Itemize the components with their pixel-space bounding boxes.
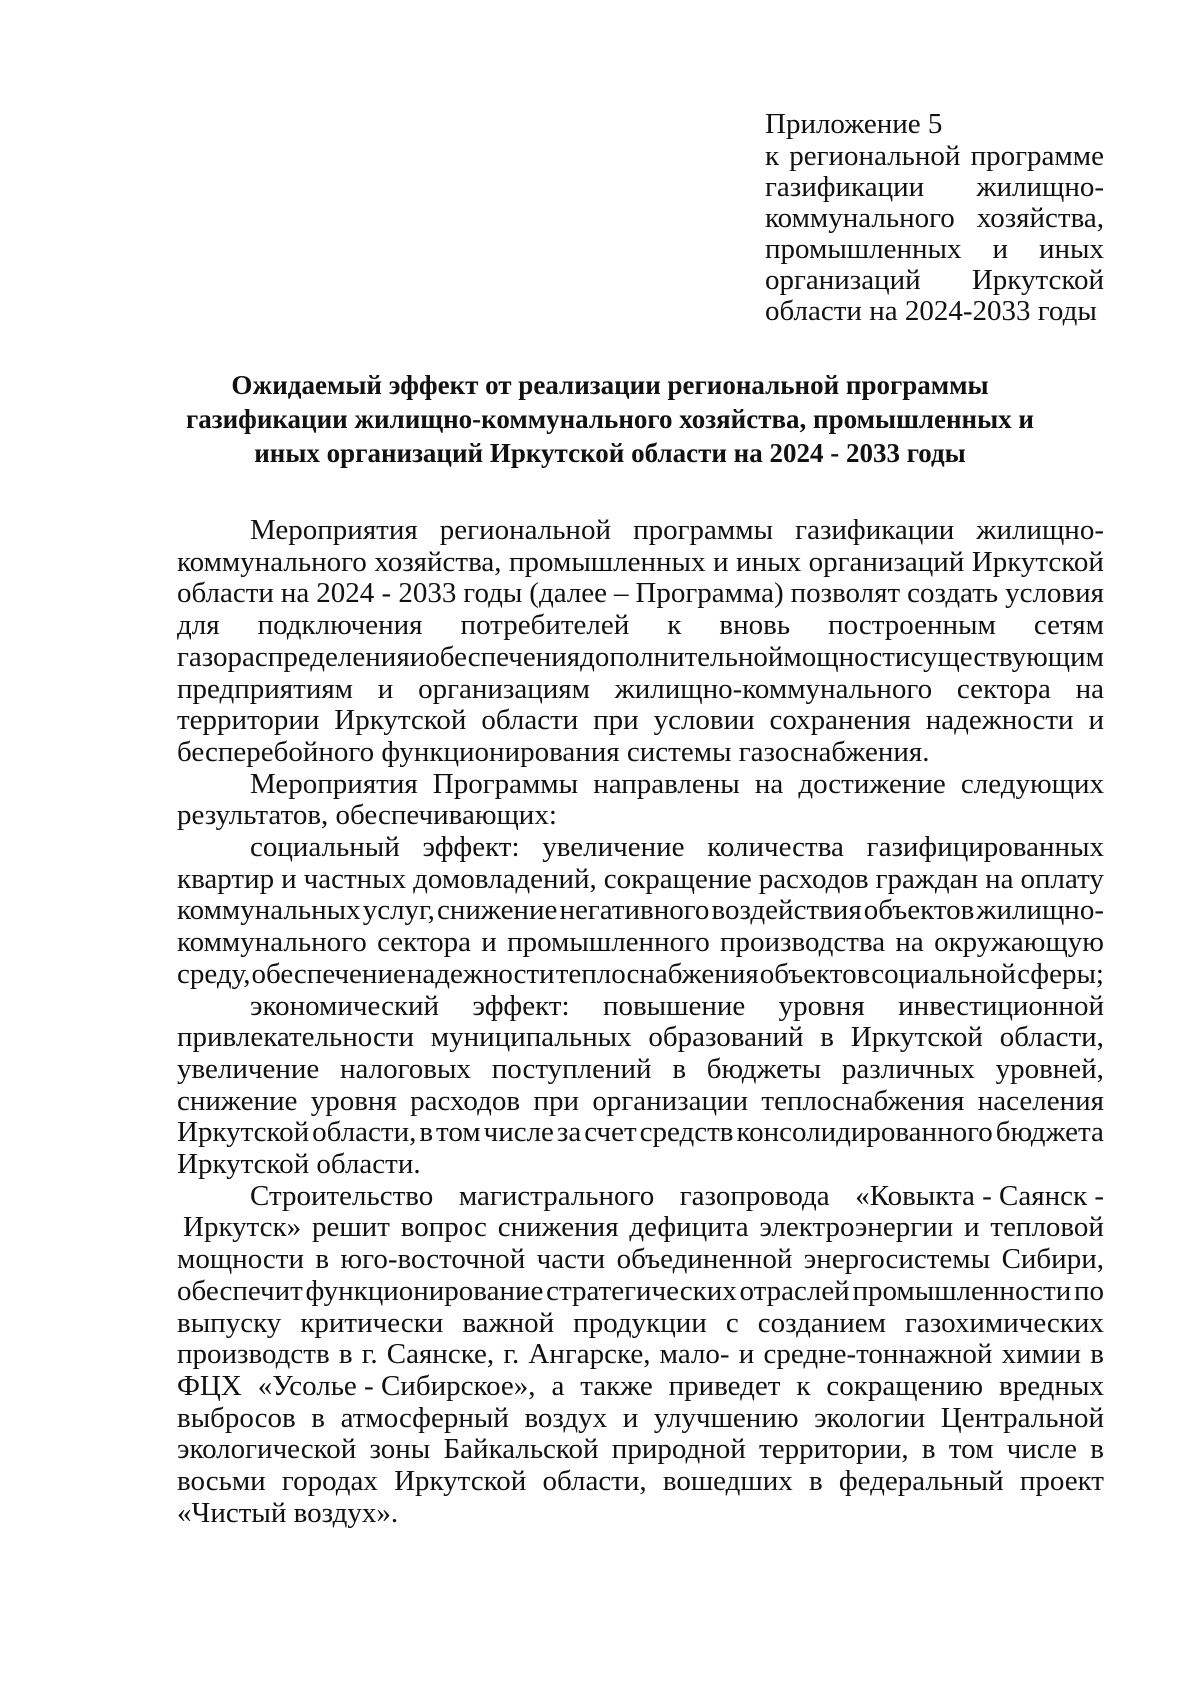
- word: в: [1090, 1338, 1104, 1370]
- word: в: [1090, 1433, 1104, 1465]
- word: уровня: [778, 990, 865, 1022]
- body-line: [177, 1336, 1104, 1372]
- word: граждан: [875, 863, 979, 895]
- appendix-line: [765, 106, 942, 142]
- word: г.: [361, 1338, 378, 1370]
- word: увеличение: [177, 1053, 320, 1085]
- word: «Усолье - Сибирское»,: [257, 1370, 536, 1402]
- word: в: [808, 1465, 823, 1497]
- word: повышение: [602, 990, 746, 1022]
- word: газификации: [795, 514, 955, 546]
- word: Иркутск»: [183, 1211, 302, 1243]
- word: области на 2024-2033 годы: [765, 295, 1097, 327]
- word: решит: [311, 1211, 390, 1243]
- word: позволят: [790, 577, 901, 609]
- word: снижение: [437, 894, 558, 926]
- word: Строительство: [250, 1180, 434, 1212]
- word: и: [964, 1211, 980, 1243]
- word: «Ковыкта - Саянск -: [855, 1180, 1104, 1212]
- word: обеспечение: [251, 958, 406, 990]
- word: экологии: [814, 1402, 926, 1434]
- word: жилищно-: [976, 514, 1104, 546]
- word: бюджета: [995, 1116, 1104, 1148]
- word: расходов: [410, 1085, 521, 1117]
- word: муниципальных: [430, 1021, 632, 1053]
- word: бесперебойного функционирования системы газоснабжения.: [177, 736, 930, 768]
- word: образований: [648, 1021, 804, 1053]
- word: услуг,: [362, 894, 435, 926]
- word: существующим: [910, 641, 1104, 673]
- word: вновь: [719, 609, 791, 641]
- word: надежности: [406, 958, 555, 990]
- word: подключения: [257, 609, 423, 641]
- word: отраслей: [739, 1275, 850, 1307]
- word: годы: [463, 577, 523, 609]
- word: промышленных: [509, 546, 706, 578]
- word: при: [593, 704, 639, 736]
- word: обеспечения: [425, 641, 581, 673]
- word: в: [921, 1433, 936, 1465]
- word: теплоснабжения: [761, 1085, 965, 1117]
- word: домовладений,: [413, 863, 597, 895]
- word: природной: [611, 1433, 746, 1465]
- body-line: [177, 607, 1104, 643]
- word: области,: [312, 1116, 417, 1148]
- word: жилищно-: [976, 171, 1104, 203]
- word: сектора: [956, 673, 1051, 705]
- word: сокращению: [826, 1370, 984, 1402]
- word: сферы;: [1017, 958, 1104, 990]
- word: в: [311, 1402, 325, 1434]
- word: квартир: [177, 863, 275, 895]
- word: на: [754, 768, 784, 800]
- word: критически: [300, 1307, 444, 1339]
- word: Программы: [432, 768, 579, 800]
- word: «Чистый воздух».: [177, 1497, 399, 1529]
- word: мало-: [659, 1338, 730, 1370]
- word: Ангарске,: [528, 1338, 651, 1370]
- word: на: [985, 863, 1014, 895]
- word: газопровода: [679, 1180, 830, 1212]
- word: выбросов: [177, 1402, 296, 1434]
- word: среду,: [177, 958, 251, 990]
- word: мощности: [783, 641, 911, 673]
- word: на: [280, 577, 310, 609]
- word: эффект:: [422, 831, 520, 863]
- word: тепловой: [990, 1211, 1104, 1243]
- word: Иркутской: [971, 264, 1104, 296]
- word: региональной: [439, 514, 611, 546]
- word: –: [613, 577, 629, 609]
- body-line: [250, 829, 1104, 865]
- word: 2024 - 2033: [316, 577, 457, 609]
- word: организациям: [418, 673, 590, 705]
- word: условии: [653, 704, 755, 736]
- word: организаций: [765, 264, 921, 296]
- word: коммунальных: [177, 894, 361, 926]
- word: Иркутской области.: [177, 1148, 421, 1180]
- word: а: [551, 1370, 565, 1402]
- word: по: [1073, 1275, 1104, 1307]
- word: области,: [542, 1465, 647, 1497]
- word: привлекательности: [177, 1021, 415, 1053]
- word: к: [667, 609, 682, 641]
- word: восьми: [177, 1465, 266, 1497]
- body-line: [183, 1209, 1104, 1245]
- word: достижение: [798, 768, 946, 800]
- word: Мероприятия: [250, 768, 418, 800]
- body-line: [250, 512, 1104, 548]
- word: потребителей: [460, 609, 630, 641]
- word: и: [622, 1402, 639, 1434]
- word: промышленного: [507, 926, 710, 958]
- word: уровней,: [995, 1053, 1104, 1085]
- word: создать: [907, 577, 999, 609]
- word: оплату: [1020, 863, 1104, 895]
- body-line: [177, 1051, 1104, 1087]
- word: сетям: [1033, 609, 1104, 641]
- body-line: [177, 1495, 398, 1531]
- body-line: [177, 1273, 1104, 1309]
- word: на: [1075, 673, 1104, 705]
- word: при: [533, 1085, 579, 1117]
- word: коммунального: [177, 926, 367, 958]
- body-line: [177, 797, 557, 833]
- body-line: [177, 734, 930, 770]
- word: воздух: [524, 1402, 608, 1434]
- body-line: [177, 575, 1104, 611]
- word: экономический: [250, 990, 440, 1022]
- word: городах: [281, 1465, 378, 1497]
- word: важной: [462, 1307, 555, 1339]
- body-line: [177, 1463, 1104, 1499]
- word: Иркутской: [177, 1116, 310, 1148]
- word: объектов: [759, 958, 871, 990]
- word: и: [1088, 704, 1104, 736]
- word: г.: [503, 1338, 520, 1370]
- word: снижения: [497, 1211, 619, 1243]
- word: дополнительной: [580, 641, 784, 673]
- word: налоговых: [340, 1053, 471, 1085]
- word: за: [556, 1116, 582, 1148]
- word: Иркутской: [394, 1465, 527, 1497]
- word: хозяйства,: [976, 202, 1104, 234]
- word: области,: [999, 1021, 1104, 1053]
- word: Программа): [635, 577, 784, 609]
- word: части: [536, 1243, 606, 1275]
- word: газификации: [765, 171, 925, 203]
- word: и: [992, 233, 1008, 265]
- word: с: [725, 1307, 739, 1339]
- body-line: [177, 1368, 1104, 1404]
- word: снижение: [177, 1085, 298, 1117]
- word: средств: [639, 1116, 734, 1148]
- word: жилищно-: [976, 894, 1104, 926]
- word: созданием: [757, 1307, 886, 1339]
- word: социальной: [871, 958, 1017, 990]
- word: числе: [1006, 1433, 1078, 1465]
- word: различных: [841, 1053, 975, 1085]
- word: (далее: [529, 577, 608, 609]
- word: Сибири,: [1001, 1243, 1104, 1275]
- word: средне-тоннажной: [763, 1338, 993, 1370]
- appendix-line: [765, 293, 1097, 329]
- word: федеральный: [838, 1465, 1004, 1497]
- word: атмосферный: [340, 1402, 509, 1434]
- word: организации: [592, 1085, 749, 1117]
- word: частных: [303, 863, 407, 895]
- word: бюджеты: [706, 1053, 822, 1085]
- word: счет: [584, 1116, 637, 1148]
- word: объединенной: [616, 1243, 793, 1275]
- word: улучшению: [653, 1402, 799, 1434]
- word: на: [895, 926, 924, 958]
- title-line: Ожидаемый эффект от реализации региональной программы: [231, 370, 989, 400]
- word: в: [419, 1116, 434, 1148]
- word: производств: [177, 1338, 330, 1370]
- word: населения: [977, 1085, 1104, 1117]
- word: в: [338, 1338, 353, 1370]
- word: воздействия: [711, 894, 862, 926]
- word: также: [580, 1370, 653, 1402]
- word: результатов, обеспечивающих:: [177, 799, 557, 831]
- body-line: [177, 1431, 1104, 1467]
- word: построенным: [828, 609, 996, 641]
- word: Саянске,: [386, 1338, 495, 1370]
- word: энергосистемы: [803, 1243, 991, 1275]
- word: газифицированных: [866, 831, 1104, 863]
- word: инвестиционной: [898, 990, 1104, 1022]
- word: сокращение: [603, 863, 752, 895]
- word: функционирование: [305, 1275, 544, 1307]
- word: территории,: [759, 1433, 909, 1465]
- word: юго-восточной: [340, 1243, 526, 1275]
- word: химии: [1001, 1338, 1082, 1370]
- word: иных: [1038, 233, 1104, 265]
- word: следующих: [960, 768, 1104, 800]
- word: экологической: [177, 1433, 357, 1465]
- word: коммунального: [177, 546, 367, 578]
- word: области: [177, 577, 274, 609]
- word: уровня: [310, 1085, 397, 1117]
- word: и: [409, 641, 426, 673]
- word: и: [738, 1338, 755, 1370]
- word: магистрального: [458, 1180, 655, 1212]
- word: сохранения: [769, 704, 911, 736]
- word: и: [481, 926, 497, 958]
- word: ФЦХ: [177, 1370, 242, 1402]
- word: региональной: [789, 140, 961, 172]
- word: числе: [483, 1116, 554, 1148]
- title-line: иных организаций Иркутской области на 2024 - 2033 годы: [254, 438, 966, 468]
- word: Иркутской: [334, 704, 467, 736]
- word: вредных: [999, 1370, 1104, 1402]
- word: выпуску: [177, 1307, 282, 1339]
- body-line: [177, 924, 1104, 960]
- word: продукции: [573, 1307, 707, 1339]
- word: надежности: [925, 704, 1074, 736]
- word: Иркутской: [850, 1021, 983, 1053]
- word: в: [820, 1021, 834, 1053]
- word: социальный: [250, 831, 400, 863]
- word: объектов: [863, 894, 975, 926]
- word: в: [315, 1243, 330, 1275]
- word: и: [713, 546, 729, 578]
- body-line: [177, 1114, 1104, 1150]
- body-line: [177, 956, 1104, 992]
- word: для: [177, 609, 220, 641]
- word: теплоснабжения: [555, 958, 759, 990]
- word: организаций: [808, 546, 965, 578]
- word: проект: [1019, 1465, 1104, 1497]
- word: газораспределения: [177, 641, 410, 673]
- word: газохимических: [905, 1307, 1104, 1339]
- word: количества: [707, 831, 844, 863]
- word: Мероприятия: [250, 514, 418, 546]
- word: негативного: [559, 894, 710, 926]
- body-line: [177, 639, 1104, 675]
- word: к: [765, 140, 780, 172]
- word: программе: [970, 140, 1104, 172]
- title-line: газификации жилищно-коммунального хозяйства, промышленных и: [185, 404, 1034, 434]
- word: расходов: [758, 863, 869, 895]
- word: дефицита: [629, 1211, 749, 1243]
- word: направлены: [593, 768, 740, 800]
- word: консолидированного: [736, 1116, 993, 1148]
- word: хозяйства,: [374, 546, 502, 578]
- word: программы: [633, 514, 774, 546]
- word: условия: [1005, 577, 1104, 609]
- word: к: [796, 1370, 811, 1402]
- word: в: [672, 1053, 687, 1085]
- word: зоны: [369, 1433, 431, 1465]
- word: том: [436, 1116, 481, 1148]
- word: Иркутской: [971, 546, 1104, 578]
- word: и: [377, 673, 394, 705]
- word: мощности: [177, 1243, 304, 1275]
- word: Приложение 5: [765, 108, 943, 140]
- body-line: [177, 1146, 421, 1182]
- word: обеспечит: [177, 1275, 303, 1307]
- word: приведет: [668, 1370, 781, 1402]
- word: иных: [736, 546, 802, 578]
- word: Байкальской: [443, 1433, 599, 1465]
- word: вопрос: [400, 1211, 487, 1243]
- word: Центральной: [940, 1402, 1104, 1434]
- word: том: [948, 1433, 994, 1465]
- word: окружающую: [934, 926, 1104, 958]
- word: электроэнергии: [759, 1211, 954, 1243]
- word: коммунального: [765, 202, 955, 234]
- word: территории: [177, 704, 320, 736]
- body-line: [177, 892, 1104, 928]
- word: производства: [720, 926, 886, 958]
- word: вошедших: [662, 1465, 793, 1497]
- word: и: [281, 863, 297, 895]
- word: жилищно-коммунального: [614, 673, 933, 705]
- word: предприятиям: [177, 673, 354, 705]
- word: области: [481, 704, 579, 736]
- word: промышленных: [765, 233, 962, 265]
- word: увеличение: [542, 831, 685, 863]
- body-line: [177, 702, 1104, 738]
- word: сектора: [377, 926, 472, 958]
- body-line: [177, 1241, 1104, 1277]
- body-line: [177, 1019, 1104, 1055]
- word: поступлений: [491, 1053, 652, 1085]
- word: промышленности: [852, 1275, 1072, 1307]
- word: эффект:: [472, 990, 570, 1022]
- word: стратегических: [546, 1275, 737, 1307]
